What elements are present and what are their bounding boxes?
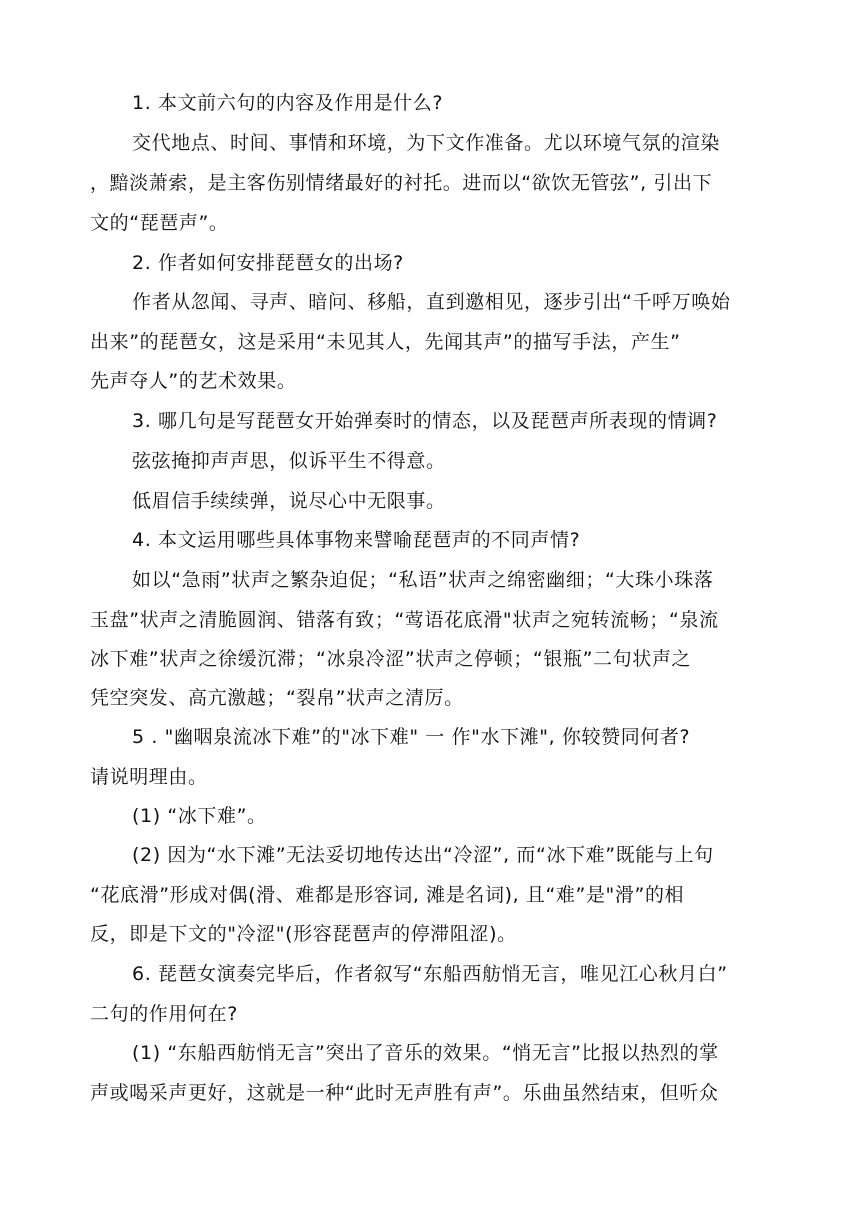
answer-3-line-1: 弦弦掩抑声声思，似诉平生不得意。: [132, 450, 446, 472]
answer-6-line-2: 声或喝采声更好，这就是一种“此时无声胜有声”。乐曲虽然结束，但听众: [90, 1082, 719, 1104]
answer-2-line-3: 先声夺人”的艺术效果。: [90, 370, 297, 392]
answer-6-line-1: (1) “东船西舫悄无言”突出了音乐的效果。“悄无言”比报以热烈的掌: [132, 1042, 719, 1064]
answer-2-line-1: 作者从忽闻、寻声、暗问、移船，直到邀相见，逐步引出“千呼万唤始: [132, 291, 731, 313]
answer-5-line-3: “花底滑”形成对偶(滑、难都是形容词, 滩是名词), 且“难”是"滑”的相: [90, 884, 685, 906]
answer-3-line-2: 低眉信手续续弹，说尽心中无限事。: [132, 490, 446, 512]
answer-4-line-1: 如以“急雨”状声之繁杂迫促；“私语”状声之绵密幽细；“大珠小珠落: [132, 569, 714, 591]
question-4: 4. 本文运用哪些具体事物来譬喻琵琶声的不同声情?: [132, 529, 581, 551]
answer-4-line-4: 凭空突发、高亢激越；“裂帛”状声之清厉。: [90, 687, 464, 709]
answer-5-line-4: 反，即是下文的"冷涩"(形容琵琶声的停滞阻涩)。: [90, 923, 517, 945]
question-6: 6. 琵琶女演奏完毕后，作者叙写“东船西舫悄无言，唯见江心秋月白”: [132, 963, 728, 985]
answer-1-line-3: 文的“琵琶声”。: [90, 212, 229, 234]
answer-4-line-2: 玉盘”状声之清脆圆润、错落有致；“莺语花底滑"状声之宛转流畅；“泉流: [90, 609, 719, 631]
question-1: 1. 本文前六句的内容及作用是什么?: [132, 92, 444, 114]
question-5: 5 . "幽咽泉流冰下难”的"冰下难" 一 作"水下滩", 你较赞同何者?: [132, 726, 691, 748]
answer-4-line-3: 冰下难”状声之徐缓沉滞；“冰泉冷涩”状声之停顿；“银瓶”二句状声之: [90, 648, 692, 670]
answer-5-line-1: (1) “冰下难”。: [132, 805, 267, 827]
question-5-line-2: 请说明理由。: [90, 766, 208, 788]
question-3: 3. 哪几句是写琵琶女开始弹奏时的情态，以及琵琶声所表现的情调?: [132, 410, 718, 432]
question-2: 2. 作者如何安排琵琶女的出场?: [132, 252, 404, 274]
question-6-line-2: 二句的作用何在?: [90, 1003, 238, 1025]
answer-1-line-2: ，黯淡萧索，是主客伤别情绪最好的衬托。进而以“欲饮无管弦”, 引出下: [90, 172, 713, 194]
answer-1-line-1: 交代地点、时间、事情和环境，为下文作准备。尤以环境气氛的渲染: [132, 132, 721, 154]
answer-5-line-2: (2) 因为“水下滩”无法妥切地传达出“冷涩”, 而“冰下难”既能与上句: [132, 844, 714, 866]
answer-2-line-2: 出来”的琵琶女，这是采用“未见其人，先闻其声”的描写手法，产生”: [90, 331, 681, 353]
